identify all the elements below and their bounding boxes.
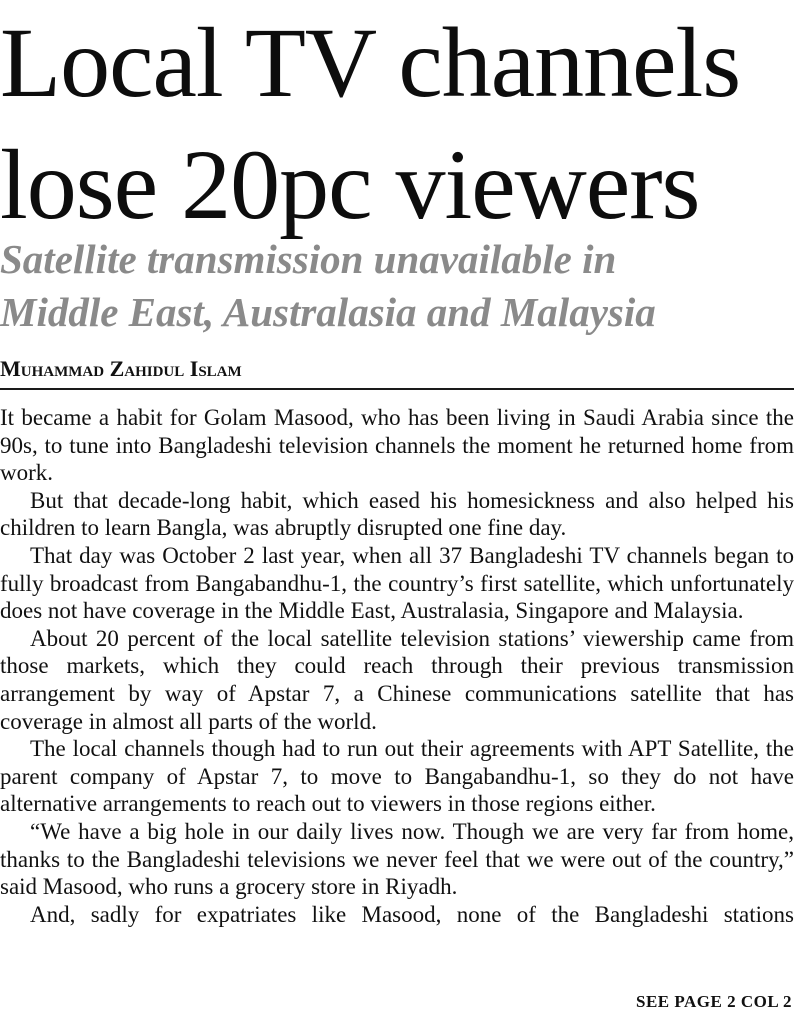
paragraph-3: That day was October 2 last year, when all 37 Bangladeshi TV channels began to fully broadcast from Bangabandhu-1, the country’s first satellite, which unfortunately does not have coverage in the Middle East, Australasia, Singapore and Malaysia. (0, 542, 794, 624)
paragraph-4: About 20 percent of the local satellite television stations’ viewership came from those markets, which they could reach through their previous transmission arrangement by way of Apstar 7, a Chinese communications satellite that has coverage in almost all parts of the world. (0, 625, 794, 734)
headline-line-2: lose 20pc viewers (0, 129, 700, 240)
headline (0, 2, 794, 246)
paragraph-7: And, sadly for expatriates like Masood, none of the Bangladeshi stations (30, 901, 794, 927)
paragraph-2: But that decade-long habit, which eased his homesickness and also helped his children to learn Bangla, was abruptly disrupted one fine day. (0, 487, 794, 541)
headline-line-1: Local TV channels (0, 7, 741, 118)
paragraph-5: The local channels though had to run out their agreements with APT Satellite, the parent company of Apstar 7, to move to Bangabandhu-1, so they do not have alternative arrangements to reach out to viewers in those regions either. (0, 736, 794, 817)
article-body (0, 404, 794, 928)
byline: Muhammad Zahidul Islam (0, 356, 242, 381)
paragraph-1: It became a habit for Golam Masood, who has been living in Saudi Arabia since the 90s, to tune into Bangladeshi television channels the moment he returned home from work. (0, 405, 794, 486)
continuation-jump-line: SEE PAGE 2 COL 2 (636, 992, 792, 1011)
subheadline-line-1: Satellite transmission unavailable in (0, 236, 617, 282)
paragraph-6: “We have a big hole in our daily lives now. Though we are very far from home, thanks to the Bangladeshi televisions we never feel that we were out of the country,” said Masood, who runs a grocery store in Riyadh. (0, 818, 794, 900)
subheadline (0, 233, 794, 339)
byline-divider (0, 388, 794, 390)
subheadline-line-2: Middle East, Australasia and Malaysia (0, 289, 656, 335)
